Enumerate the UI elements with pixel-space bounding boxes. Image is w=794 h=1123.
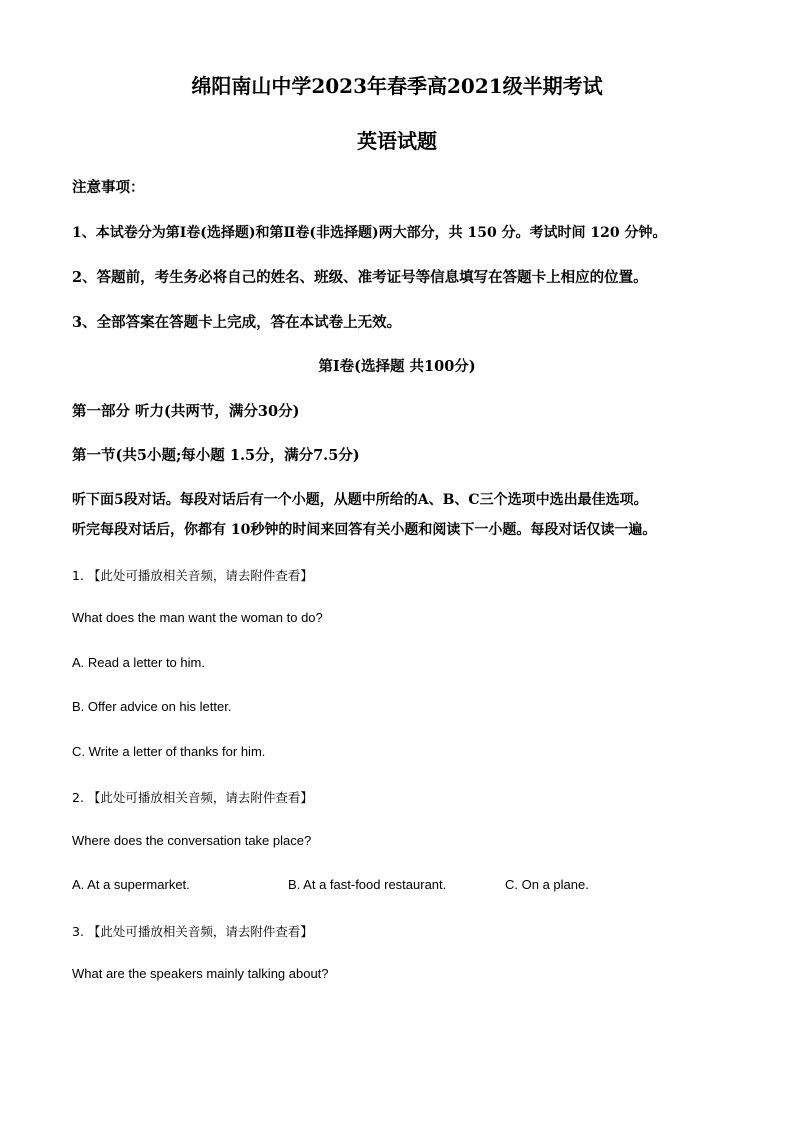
subsection-title: 第一节(共5小题;每小题 1.5分，满分7.5分): [72, 447, 360, 464]
question-2-option-a: A. At a supermarket.: [72, 877, 190, 892]
instructions-line-1: 听下面5段对话。每段对话后有一个小题，从题中所给的A、B、C三个选项中选出最佳选项。: [72, 492, 648, 508]
question-2-options: [72, 877, 712, 895]
question-1-audio-marker[interactable]: 1. 【此处可播放相关音频，请去附件查看】: [72, 568, 313, 583]
question-2-option-b: B. At a fast-food restaurant.: [288, 877, 447, 892]
question-1-stem: What does the man want the woman to do?: [72, 610, 323, 625]
volume-title: 第Ⅰ卷(选择题 共100分): [318, 358, 476, 375]
notice-heading: 注意事项：: [72, 179, 145, 196]
instructions-line-2: 听完每段对话后，你都有 10秒钟的时间来回答有关小题和阅读下一小题。每段对话仅读一遍。: [72, 522, 657, 538]
exam-subtitle: 英语试题: [357, 129, 437, 153]
question-2-option-c: C. On a plane.: [505, 877, 589, 892]
notice-item-2: 2、答题前，考生务必将自己的姓名、班级、准考证号等信息填写在答题卡上相应的位置。: [72, 269, 648, 286]
question-3-stem: What are the speakers mainly talking about?: [72, 966, 329, 981]
notice-item-3: 3、全部答案在答题卡上完成，答在本试卷上无效。: [72, 314, 402, 331]
question-1-option-c: C. Write a letter of thanks for him.: [72, 744, 266, 759]
question-3-audio-marker[interactable]: 3. 【此处可播放相关音频，请去附件查看】: [72, 924, 313, 939]
question-1-option-b: B. Offer advice on his letter.: [72, 699, 232, 714]
part-title: 第一部分 听力(共两节，满分30分): [72, 403, 300, 420]
notice-item-1: 1、本试卷分为第Ⅰ卷(选择题)和第Ⅱ卷(非选择题)两大部分，共 150 分。考试时间 120 分钟。: [72, 225, 667, 241]
exam-title: 绵阳南山中学2023年春季高2021级半期考试: [191, 74, 603, 98]
question-2-stem: Where does the conversation take place?: [72, 833, 312, 848]
question-2-audio-marker[interactable]: 2. 【此处可播放相关音频，请去附件查看】: [72, 790, 313, 805]
question-1-option-a: A. Read a letter to him.: [72, 655, 205, 670]
